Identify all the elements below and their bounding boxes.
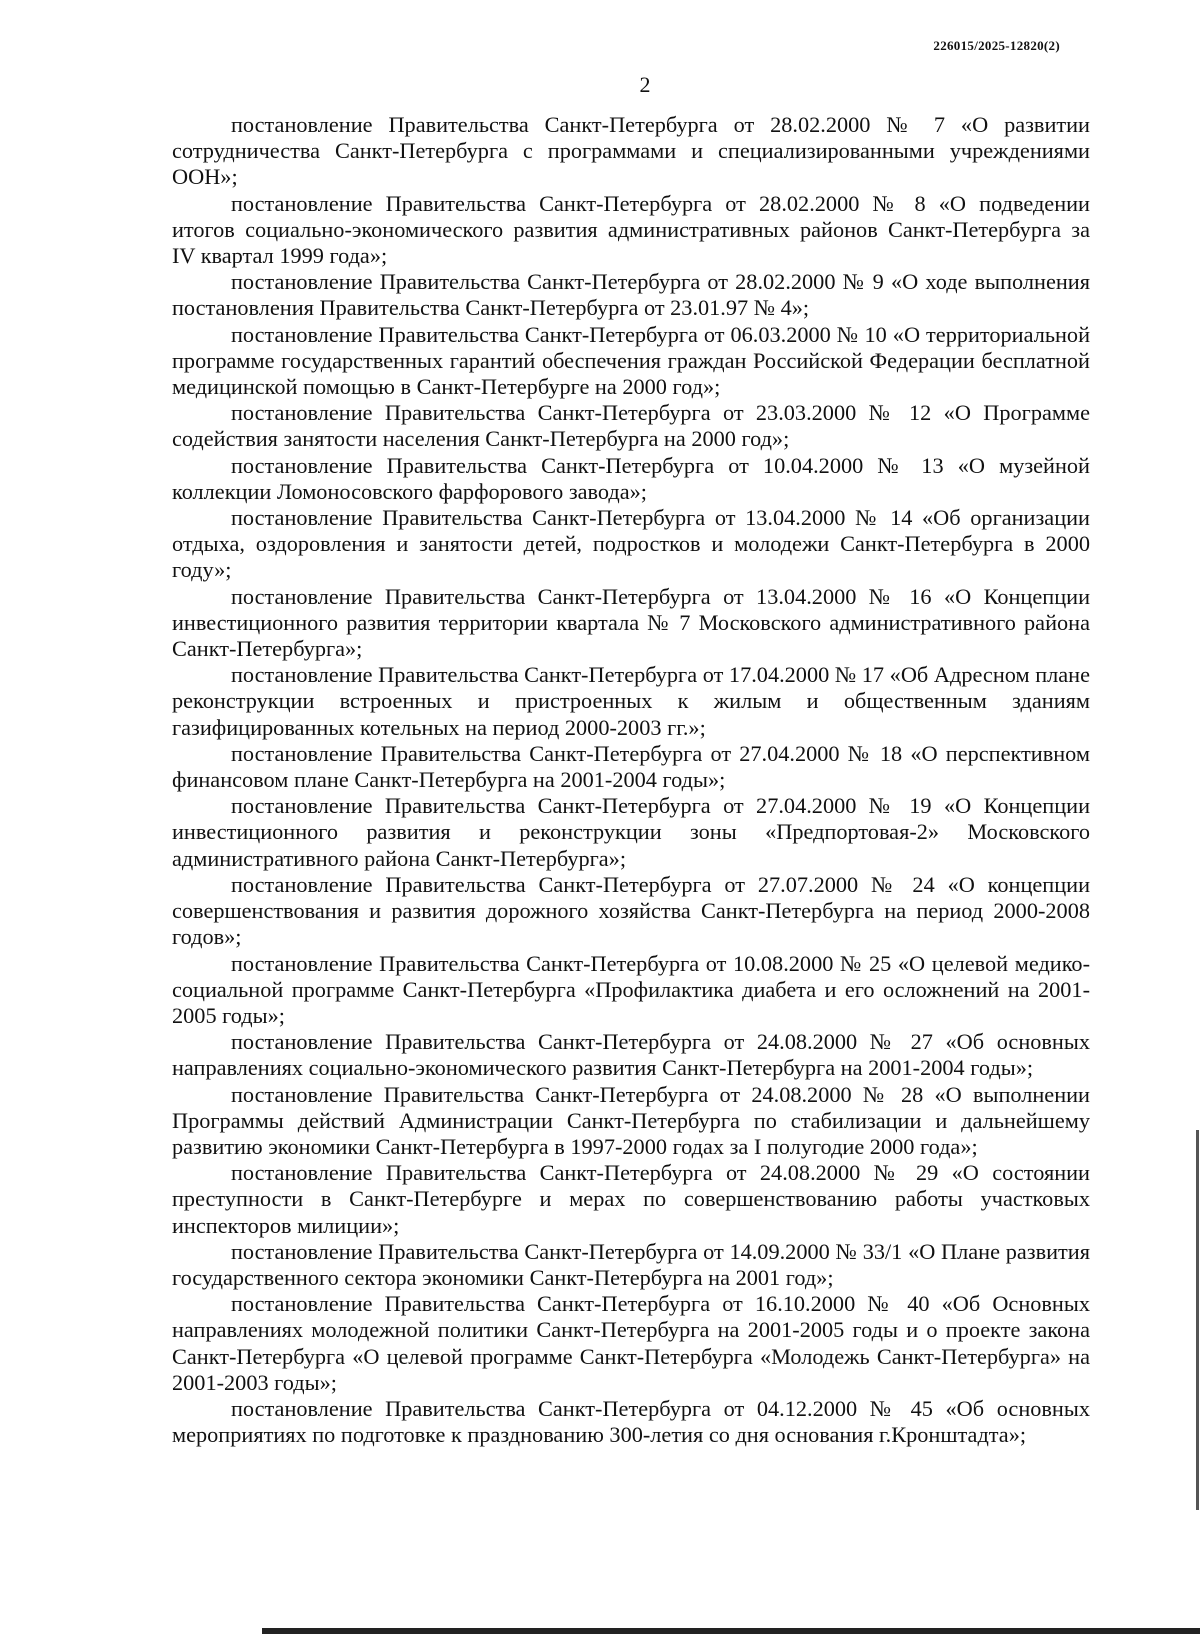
paragraph-resolution-14: постановление Правительства Санкт-Петербурга от 24.08.2000 № 27 «Об основных направлениях социально-экономического развития Санкт-Петербурга на 2001-2004 годы»; — [172, 1029, 1090, 1081]
document-body — [172, 112, 1090, 1448]
paragraph-resolution-18: постановление Правительства Санкт-Петербурга от 16.10.2000 № 40 «Об Основных направлениях молодежной политики Санкт-Петербурга на 2001-2005 годы и о проекте закона Санкт-Петербурга «О целевой программе Санкт-Петербурга «Молодежь Санкт-Петербурга» на 2001-2003 годы»; — [172, 1291, 1090, 1395]
paragraph-resolution-19: постановление Правительства Санкт-Петербурга от 04.12.2000 № 45 «Об основных мероприятиях по подготовке к празднованию 300-летия со дня основания г.Кронштадта»; — [172, 1395, 1090, 1448]
paragraph-resolution-5: постановление Правительства Санкт-Петербурга от 23.03.2000 № 12 «О Программе содействия занятости населения Санкт-Петербурга на 2000 год»; — [172, 400, 1090, 452]
scan-edge-mark — [1196, 1130, 1199, 1510]
paragraph-resolution-12: постановление Правительства Санкт-Петербурга от 27.07.2000 № 24 «О концепции совершенствования и развития дорожного хозяйства Санкт-Петербурга на период 2000-2008 годов»; — [172, 871, 1090, 950]
paragraph-resolution-1: постановление Правительства Санкт-Петербурга от 28.02.2000 № 7 «О развитии сотрудничества Санкт-Петербурга с программами и специализированными учреждениями ООН»; — [172, 112, 1090, 190]
paragraph-resolution-13: постановление Правительства Санкт-Петербурга от 10.08.2000 № 25 «О целевой медико-социальной программе Санкт-Петербурга «Профилактика диабета и его осложнений на 2001-2005 годы»; — [172, 950, 1090, 1028]
paragraph-resolution-3: постановление Правительства Санкт-Петербурга от 28.02.2000 № 9 «О ходе выполнения постановления Правительства Санкт-Петербурга от 23.01.97 № 4»; — [172, 269, 1090, 321]
paragraph-resolution-6: постановление Правительства Санкт-Петербурга от 10.04.2000 № 13 «О музейной коллекции Ломоносовского фарфорового завода»; — [172, 452, 1090, 504]
paragraph-resolution-9: постановление Правительства Санкт-Петербурга от 17.04.2000 № 17 «Об Адресном плане реконструкции встроенных и пристроенных к жилым и общественным зданиям газифицированных котельных на период 2000-2003 гг.»; — [172, 662, 1090, 740]
paragraph-resolution-16: постановление Правительства Санкт-Петербурга от 24.08.2000 № 29 «О состоянии преступности в Санкт-Петербурге и мерах по совершенствованию работы участковых инспекторов милиции»; — [172, 1160, 1090, 1238]
paragraph-resolution-10: постановление Правительства Санкт-Петербурга от 27.04.2000 № 18 «О перспективном финансовом плане Санкт-Петербурга на 2001-2004 годы»; — [172, 740, 1090, 793]
scan-bottom-border — [262, 1628, 1200, 1634]
document-registration-number: 226015/2025-12820(2) — [933, 38, 1060, 53]
paragraph-resolution-17: постановление Правительства Санкт-Петербурга от 14.09.2000 № 33/1 «О Плане развития государственного сектора экономики Санкт-Петербурга на 2001 год»; — [172, 1238, 1090, 1290]
paragraph-resolution-15: постановление Правительства Санкт-Петербурга от 24.08.2000 № 28 «О выполнении Программы действий Администрации Санкт-Петербурга по стабилизации и дальнейшему развитию экономики Санкт-Петербурга в 1997-2000 годах за I полугодие 2000 года»; — [172, 1081, 1090, 1159]
page-number: 2 — [639, 72, 651, 97]
paragraph-resolution-8: постановление Правительства Санкт-Петербурга от 13.04.2000 № 16 «О Концепции инвестиционного развития территории квартала № 7 Московского административного района Санкт-Петербурга»; — [172, 583, 1090, 662]
paragraph-resolution-11: постановление Правительства Санкт-Петербурга от 27.04.2000 № 19 «О Концепции инвестиционного развития и реконструкции зоны «Предпортовая-2» Московского административного района Санкт-Петербурга»; — [172, 793, 1090, 871]
paragraph-resolution-2: постановление Правительства Санкт-Петербурга от 28.02.2000 № 8 «О подведении итогов социально-экономического развития административных районов Санкт-Петербурга за IV квартал 1999 года»; — [172, 190, 1090, 269]
paragraph-resolution-4: постановление Правительства Санкт-Петербурга от 06.03.2000 № 10 «О территориальной программе государственных гарантий обеспечения граждан Российской Федерации бесплатной медицинской помощью в Санкт-Петербурге на 2000 год»; — [172, 321, 1090, 400]
paragraph-resolution-7: постановление Правительства Санкт-Петербурга от 13.04.2000 № 14 «Об организации отдыха, оздоровления и занятости детей, подростков и молодежи Санкт-Петербурга в 2000 году»; — [172, 505, 1090, 583]
